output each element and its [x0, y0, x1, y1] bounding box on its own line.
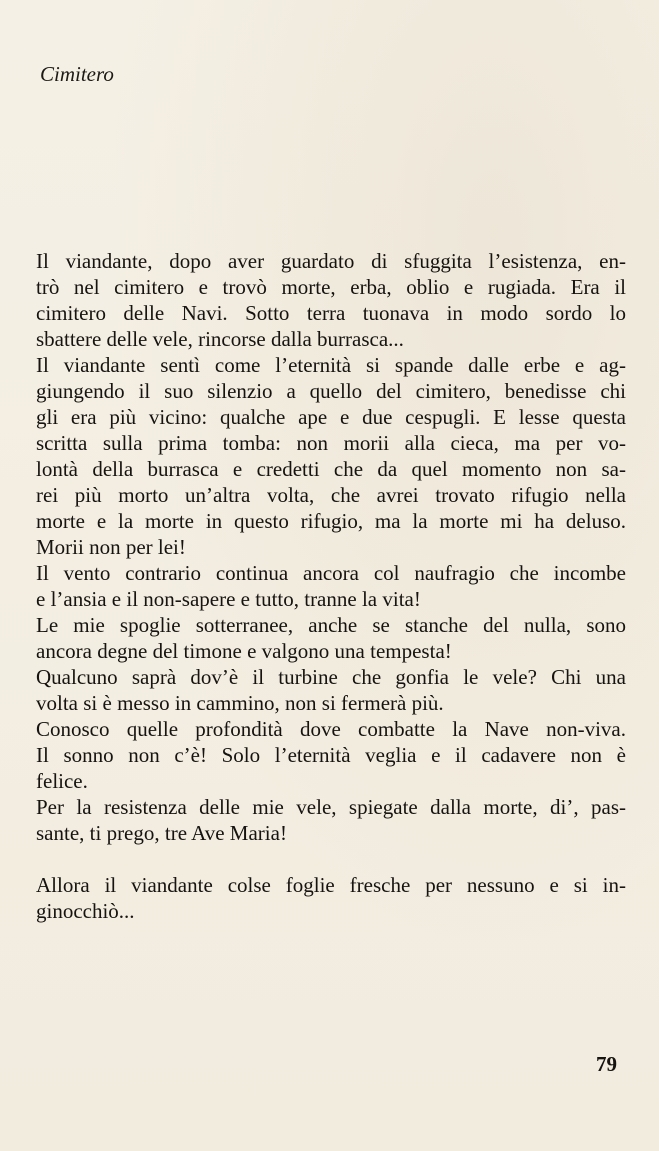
section-title: Cimitero	[40, 62, 114, 86]
text-line: Le mie spoglie sotterranee, anche se stanche del nulla, sono	[36, 613, 626, 637]
text-line: trò nel cimitero e trovò morte, erba, oblio e rugiada. Era il	[36, 275, 626, 299]
text-line: ginocchiò...	[36, 899, 135, 923]
text-line: cimitero delle Navi. Sotto terra tuonava in modo sordo lo	[36, 301, 626, 325]
text-line: ancora degne del timone e valgono una tempesta!	[36, 639, 452, 663]
text-line: volta si è messo in cammino, non si fermerà più.	[36, 691, 444, 715]
text-line: e l’ansia e il non-sapere e tutto, tranne la vita!	[36, 587, 421, 611]
text-line: felice.	[36, 769, 88, 793]
text-line: Il vento contrario continua ancora col naufragio che incombe	[36, 561, 626, 585]
text-line: Allora il viandante colse foglie fresche per nessuno e si in-	[36, 873, 626, 897]
text-line: Il viandante sentì come l’eternità si spande dalle erbe e ag-	[36, 353, 626, 377]
text-line: Morii non per lei!	[36, 535, 186, 559]
text-line: scritta sulla prima tomba: non morii alla cieca, ma per vo-	[36, 431, 626, 455]
text-line: Per la resistenza delle mie vele, spiegate dalla morte, di’, pas-	[36, 795, 626, 819]
text-line: morte e la morte in questo rifugio, ma la morte mi ha deluso.	[36, 509, 626, 533]
text-line: Qualcuno saprà dov’è il turbine che gonfia le vele? Chi una	[36, 665, 626, 689]
stanza-gap	[36, 846, 626, 872]
page-number: 79	[596, 1052, 617, 1076]
text-line: Il viandante, dopo aver guardato di sfuggita l’esistenza, en-	[36, 249, 626, 273]
text-line: sbattere delle vele, rincorse dalla burrasca...	[36, 327, 404, 351]
text-line: Il sonno non c’è! Solo l’eternità veglia e il cadavere non è	[36, 743, 626, 767]
text-line: sante, ti prego, tre Ave Maria!	[36, 821, 287, 845]
text-line: rei più morto un’altra volta, che avrei trovato rifugio nella	[36, 483, 626, 507]
text-line: Conosco quelle profondità dove combatte la Nave non-viva.	[36, 717, 626, 741]
poem-body	[36, 248, 626, 924]
text-line: lontà della burrasca e credetti che da quel momento non sa-	[36, 457, 626, 481]
text-line: giungendo il suo silenzio a quello del cimitero, benedisse chi	[36, 379, 626, 403]
text-line: gli era più vicino: qualche ape e due cespugli. E lesse questa	[36, 405, 626, 429]
